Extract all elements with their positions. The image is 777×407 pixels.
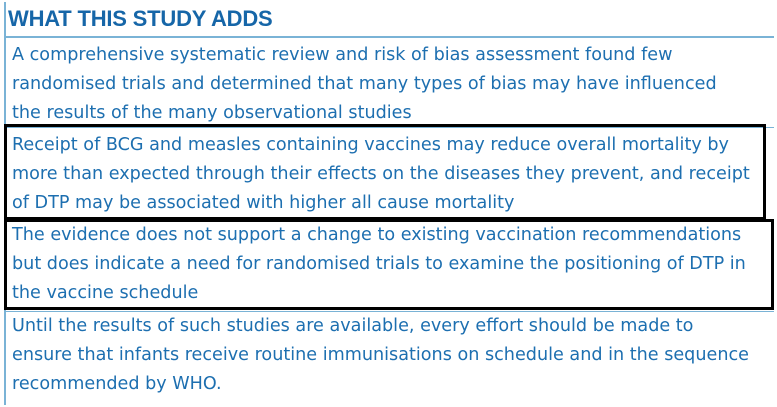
finding-4-line-2: ensure that infants receive routine immunisations on schedule and in the sequence [12,345,749,365]
finding-item-4 [12,312,749,399]
finding-item-1 [12,41,717,128]
heading-rule [6,36,774,38]
finding-4-line-1: Until the results of such studies are available, every effort should be made to [12,316,694,336]
section-heading: WHAT THIS STUDY ADDS [8,6,273,31]
finding-1-line-1: A comprehensive systematic review and risk of bias assessment found few [12,45,673,65]
finding-3-line-1: The evidence does not support a change to existing vaccination recommendations [12,225,742,245]
highlight-box-finding-3 [4,219,774,310]
finding-2-line-3: of DTP may be associated with higher all cause mortality [12,193,515,213]
highlight-box-finding-2 [4,124,766,220]
finding-1-line-3: the results of the many observational studies [12,103,412,123]
finding-3-line-3: the vaccine schedule [12,283,199,303]
finding-1-line-2: randomised trials and determined that many types of bias may have influenced [12,74,717,94]
finding-2-line-2: more than expected through their effects on the diseases they prevent, and receipt [12,164,750,184]
finding-2-line-1: Receipt of BCG and measles containing vaccines may reduce overall mortality by [12,135,729,155]
finding-3-line-2: but does indicate a need for randomised trials to examine the positioning of DTP in [12,254,746,274]
finding-4-line-3: recommended by WHO. [12,374,222,394]
